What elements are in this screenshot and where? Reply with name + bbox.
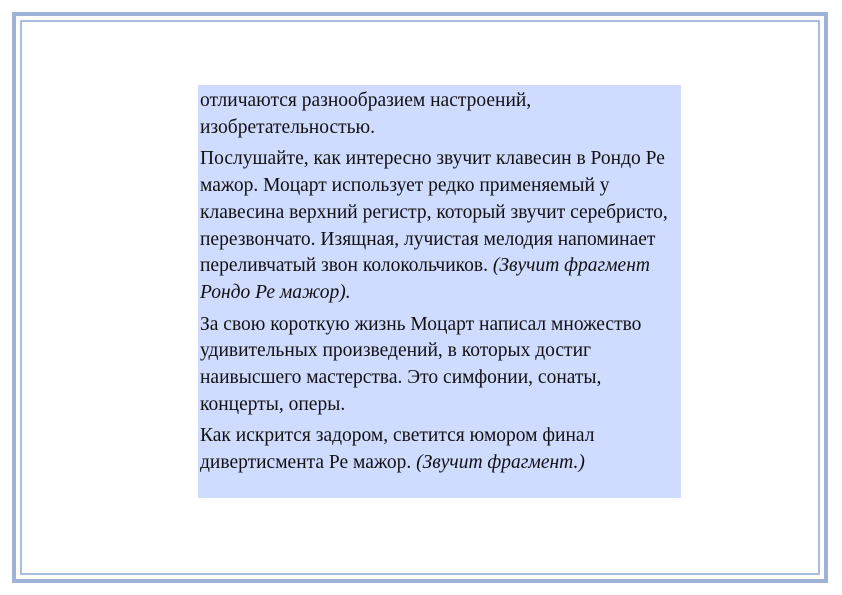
- paragraph-4-italic-note: (Звучит фрагмент.): [416, 452, 585, 474]
- text-box: [198, 85, 681, 498]
- paragraph-4: [200, 423, 677, 476]
- paragraph-1-text: отличаются разнообразием настроений, изобретательностью.: [200, 90, 532, 138]
- paragraph-3: [200, 312, 677, 419]
- paragraph-3-text: За свою короткую жизнь Моцарт написал множество удивительных произведений, в которых достиг наивысшего мастерства. Это симфонии, сонаты, концерты, оперы.: [200, 313, 642, 415]
- paragraph-2: [200, 146, 677, 306]
- paragraph-4-text: Как искрится задором, светится юмором финал дивертисмента Ре мажор.: [200, 425, 595, 474]
- paragraph-1: [200, 88, 677, 141]
- paragraph-2-text: Послушайте, как интересно звучит клавесин в Рондо Ре мажор. Моцарт использует редко применяемый у клавесина верхний регистр, который звучит серебристо, перезвончато. Изящная, лучистая мелодия напоминает переливчатый звон колокольчиков.: [200, 148, 668, 277]
- paragraph-2-italic-note: (Звучит фрагмент Рондо Ре мажор).: [200, 255, 650, 303]
